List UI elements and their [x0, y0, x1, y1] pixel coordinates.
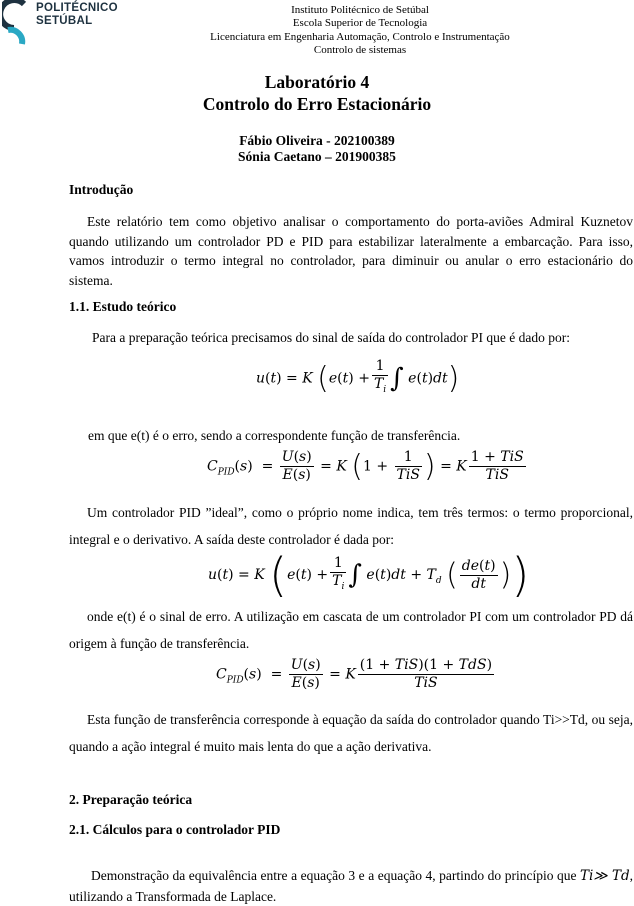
after-eq1-text: em que e(t) é o erro, sendo a correspondente função de transferência. — [88, 428, 461, 443]
logo-wordmark: POLITÉCNICO SETÚBAL — [36, 2, 118, 27]
intro-paragraph: Este relatório tem como objetivo analisar o comportamento do porta-aviões Admiral Kuznetov quando utilizando um controlador PD e PID para estabilizar lateralmente a embarcação. Para isso, vamos introduzir o termo integral no controlador, para diminuir ou anular o erro estacionário do sistema. — [69, 214, 633, 288]
after-eq4-paragraph: Esta função de transferência corresponde à equação da saída do controlador quando Ti>>Td, ou seja, quando a ação integral é muito mais lenta do que a ação derivativa. — [69, 712, 633, 754]
document-header — [200, 4, 520, 58]
section-heading-2-1: 2.1. Cálculos para o controlador PID — [69, 822, 281, 837]
header-degree: Licenciatura em Engenharia Automação, Controlo e Instrumentação — [210, 30, 510, 43]
section-heading-1-1: 1.1. Estudo teórico — [69, 299, 177, 314]
s11-intro-text: Para a preparação teórica precisamos do sinal de saída do controlador PI que é dado por: — [92, 330, 570, 345]
equation-pi-output: u(t) = K (e(t) + $\frac{1}{T_i}$ ∫ e(t)dt) — [256, 358, 460, 396]
equation-pid-transfer: $C_{PID}(s)$ = $\frac{U(s)}{E(s)}$ = K $\frac{\text{(1 + TiS)(1 + TdS)}}{\text{TiS}}$ — [216, 657, 493, 691]
section-heading-2: 2. Preparação teórica — [69, 792, 193, 807]
authors — [0, 133, 634, 165]
header-institute: Instituto Politécnico de Setúbal — [291, 4, 429, 16]
after-eq3-paragraph: onde e(t) é o sinal de erro. A utilização em cascata de um controlador PI com um controlador PD dá origem à função de transferência. — [69, 609, 633, 651]
author-2: Sónia Caetano – 201900385 — [238, 149, 396, 164]
ti-gg-td-expr: Ti≫ Td — [580, 868, 630, 884]
pid-paragraph: Um controlador PID ”ideal”, como o próprio nome indica, tem três termos: o termo proporcional, integral e o derivativo. A saída deste controlador é dada por: — [69, 505, 633, 547]
equation-pid-output: u(t) = K (e(t) + $\frac{1}{T_i}$ ∫ $e(t)dt + T_d$ ( $\frac{de(t)}{dt}$ )) — [208, 548, 530, 602]
author-1: Fábio Oliveira - 202100389 — [239, 133, 395, 148]
document-title: Laboratório 4 Controlo do Erro Estacionário — [202, 72, 432, 114]
equation-pi-transfer: $C_{PID}(s)$ = $\frac{U(s)}{E(s)}$ = K (1 + $\frac{1}{\text{TiS}}$ ) = K $\frac{\text{1 + TiS}}{\text{TiS}}$ — [207, 449, 524, 484]
section-heading-intro: Introdução — [69, 182, 134, 197]
header-course: Controlo de sistemas — [313, 44, 407, 57]
header-school: Escola Superior de Tecnologia — [292, 17, 428, 30]
s21-paragraph: Demonstração da equivalência entre a equação 3 e a equação 4, partindo do princípio que Ti≫ Td, utilizando a Transformada de Laplace. — [69, 868, 633, 904]
